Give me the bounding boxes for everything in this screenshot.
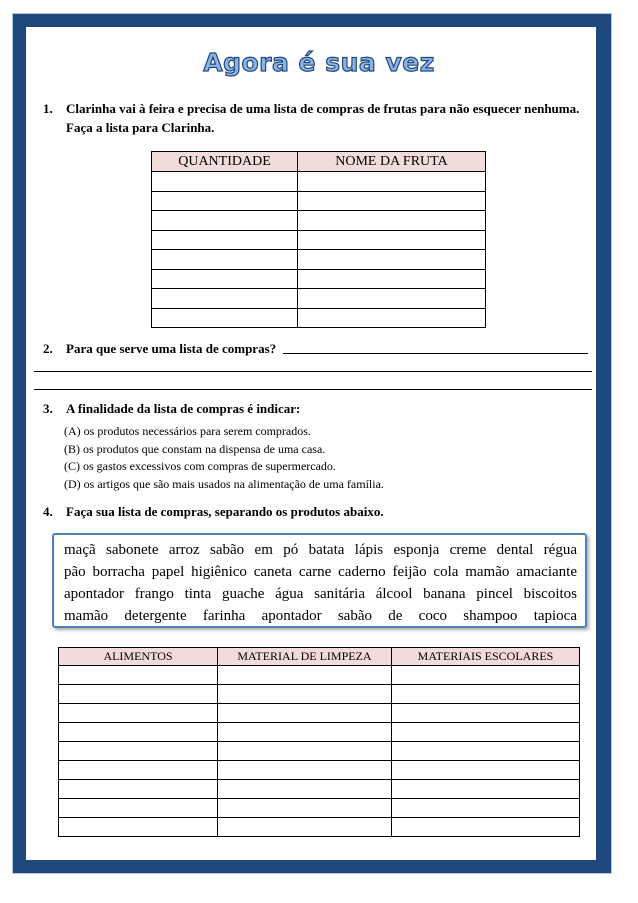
question-2 bbox=[43, 340, 603, 360]
answer-cell[interactable] bbox=[298, 250, 486, 270]
answer-cell[interactable] bbox=[392, 742, 580, 761]
column-header: QUANTIDADE bbox=[152, 152, 298, 172]
answer-cell[interactable] bbox=[218, 818, 392, 837]
answer-line[interactable] bbox=[34, 389, 592, 390]
answer-cell[interactable] bbox=[152, 308, 298, 328]
answer-cell[interactable] bbox=[59, 780, 218, 799]
answer-cell[interactable] bbox=[152, 250, 298, 270]
option-b[interactable]: (B) os produtos que constam na dispensa de uma casa. bbox=[64, 441, 326, 456]
question-number: 3. bbox=[43, 401, 53, 416]
fruit-list-table bbox=[151, 151, 486, 328]
answer-cell[interactable] bbox=[298, 289, 486, 309]
answer-cell[interactable] bbox=[59, 723, 218, 742]
question-number: 1. bbox=[43, 101, 53, 116]
answer-cell[interactable] bbox=[298, 230, 486, 250]
answer-cell[interactable] bbox=[59, 666, 218, 685]
question-text: Faça sua lista de compras, separando os produtos abaixo. bbox=[66, 504, 384, 519]
word-line: maçã sabonete arroz sabão em pó batata lápis esponja creme dental régua bbox=[64, 542, 577, 558]
table-row bbox=[152, 211, 486, 231]
answer-cell[interactable] bbox=[392, 799, 580, 818]
table-row bbox=[152, 289, 486, 309]
table-row bbox=[152, 230, 486, 250]
answer-cell[interactable] bbox=[218, 742, 392, 761]
table-row bbox=[59, 704, 580, 723]
answer-cell[interactable] bbox=[392, 761, 580, 780]
question-text: Para que serve uma lista de compras? bbox=[66, 341, 277, 356]
answer-cell[interactable] bbox=[392, 818, 580, 837]
answer-cell[interactable] bbox=[392, 723, 580, 742]
column-header: MATERIAL DE LIMPEZA bbox=[218, 648, 392, 666]
table-row bbox=[152, 191, 486, 211]
answer-cell[interactable] bbox=[152, 191, 298, 211]
table-row bbox=[59, 685, 580, 704]
answer-cell[interactable] bbox=[59, 761, 218, 780]
answer-options bbox=[64, 423, 384, 493]
answer-cell[interactable] bbox=[59, 742, 218, 761]
word-line: apontador frango tinta guache água sanitária álcool banana pincel biscoitos bbox=[64, 586, 577, 602]
table-row bbox=[59, 780, 580, 799]
table-row bbox=[59, 818, 580, 837]
question-text: Clarinha vai à feira e precisa de uma lista de compras de frutas para não esquecer nenhuma. bbox=[66, 101, 580, 116]
answer-cell[interactable] bbox=[218, 666, 392, 685]
answer-cell[interactable] bbox=[152, 211, 298, 231]
answer-cell[interactable] bbox=[59, 704, 218, 723]
answer-line[interactable] bbox=[34, 371, 592, 372]
shopping-list-table bbox=[58, 647, 580, 837]
answer-cell[interactable] bbox=[152, 230, 298, 250]
question-1 bbox=[43, 100, 603, 140]
column-header: NOME DA FRUTA bbox=[298, 152, 486, 172]
answer-cell[interactable] bbox=[392, 780, 580, 799]
table-row bbox=[152, 308, 486, 328]
answer-cell[interactable] bbox=[218, 799, 392, 818]
answer-cell[interactable] bbox=[392, 685, 580, 704]
answer-cell[interactable] bbox=[59, 799, 218, 818]
answer-cell[interactable] bbox=[298, 172, 486, 192]
question-4 bbox=[43, 503, 603, 523]
answer-cell[interactable] bbox=[152, 172, 298, 192]
answer-cell[interactable] bbox=[59, 685, 218, 704]
answer-cell[interactable] bbox=[298, 308, 486, 328]
answer-line[interactable] bbox=[283, 353, 588, 354]
question-3 bbox=[43, 400, 603, 420]
answer-cell[interactable] bbox=[218, 723, 392, 742]
answer-cell[interactable] bbox=[218, 761, 392, 780]
table-row bbox=[59, 742, 580, 761]
option-a[interactable]: (A) os produtos necessários para serem comprados. bbox=[64, 424, 311, 438]
product-word-box bbox=[52, 533, 587, 628]
column-header: ALIMENTOS bbox=[59, 648, 218, 666]
word-line: pão borracha papel higiênico caneta carne caderno feijão cola mamão amaciante bbox=[64, 564, 577, 580]
option-c[interactable]: (C) os gastos excessivos com compras de supermercado. bbox=[64, 459, 336, 473]
table-row bbox=[152, 269, 486, 289]
question-text: A finalidade da lista de compras é indicar: bbox=[66, 401, 301, 416]
answer-cell[interactable] bbox=[152, 269, 298, 289]
table-row bbox=[59, 666, 580, 685]
word-line: mamão detergente farinha apontador sabão de coco shampoo tapioca bbox=[64, 608, 577, 624]
answer-cell[interactable] bbox=[392, 704, 580, 723]
question-number: 4. bbox=[43, 504, 53, 519]
table-row bbox=[152, 250, 486, 270]
table-row bbox=[152, 172, 486, 192]
answer-cell[interactable] bbox=[298, 191, 486, 211]
question-text: Faça a lista para Clarinha. bbox=[66, 120, 215, 135]
answer-cell[interactable] bbox=[298, 211, 486, 231]
table-row bbox=[59, 799, 580, 818]
table-row bbox=[59, 723, 580, 742]
answer-cell[interactable] bbox=[218, 704, 392, 723]
answer-cell[interactable] bbox=[152, 289, 298, 309]
option-d[interactable]: (D) os artigos que são mais usados na alimentação de uma família. bbox=[64, 476, 384, 491]
table-row bbox=[59, 761, 580, 780]
answer-cell[interactable] bbox=[218, 685, 392, 704]
question-number: 2. bbox=[43, 341, 53, 356]
answer-cell[interactable] bbox=[59, 818, 218, 837]
answer-cell[interactable] bbox=[392, 666, 580, 685]
page-title: Agora é sua vez bbox=[203, 48, 435, 77]
column-header: MATERIAIS ESCOLARES bbox=[392, 648, 580, 666]
answer-cell[interactable] bbox=[298, 269, 486, 289]
answer-cell[interactable] bbox=[218, 780, 392, 799]
